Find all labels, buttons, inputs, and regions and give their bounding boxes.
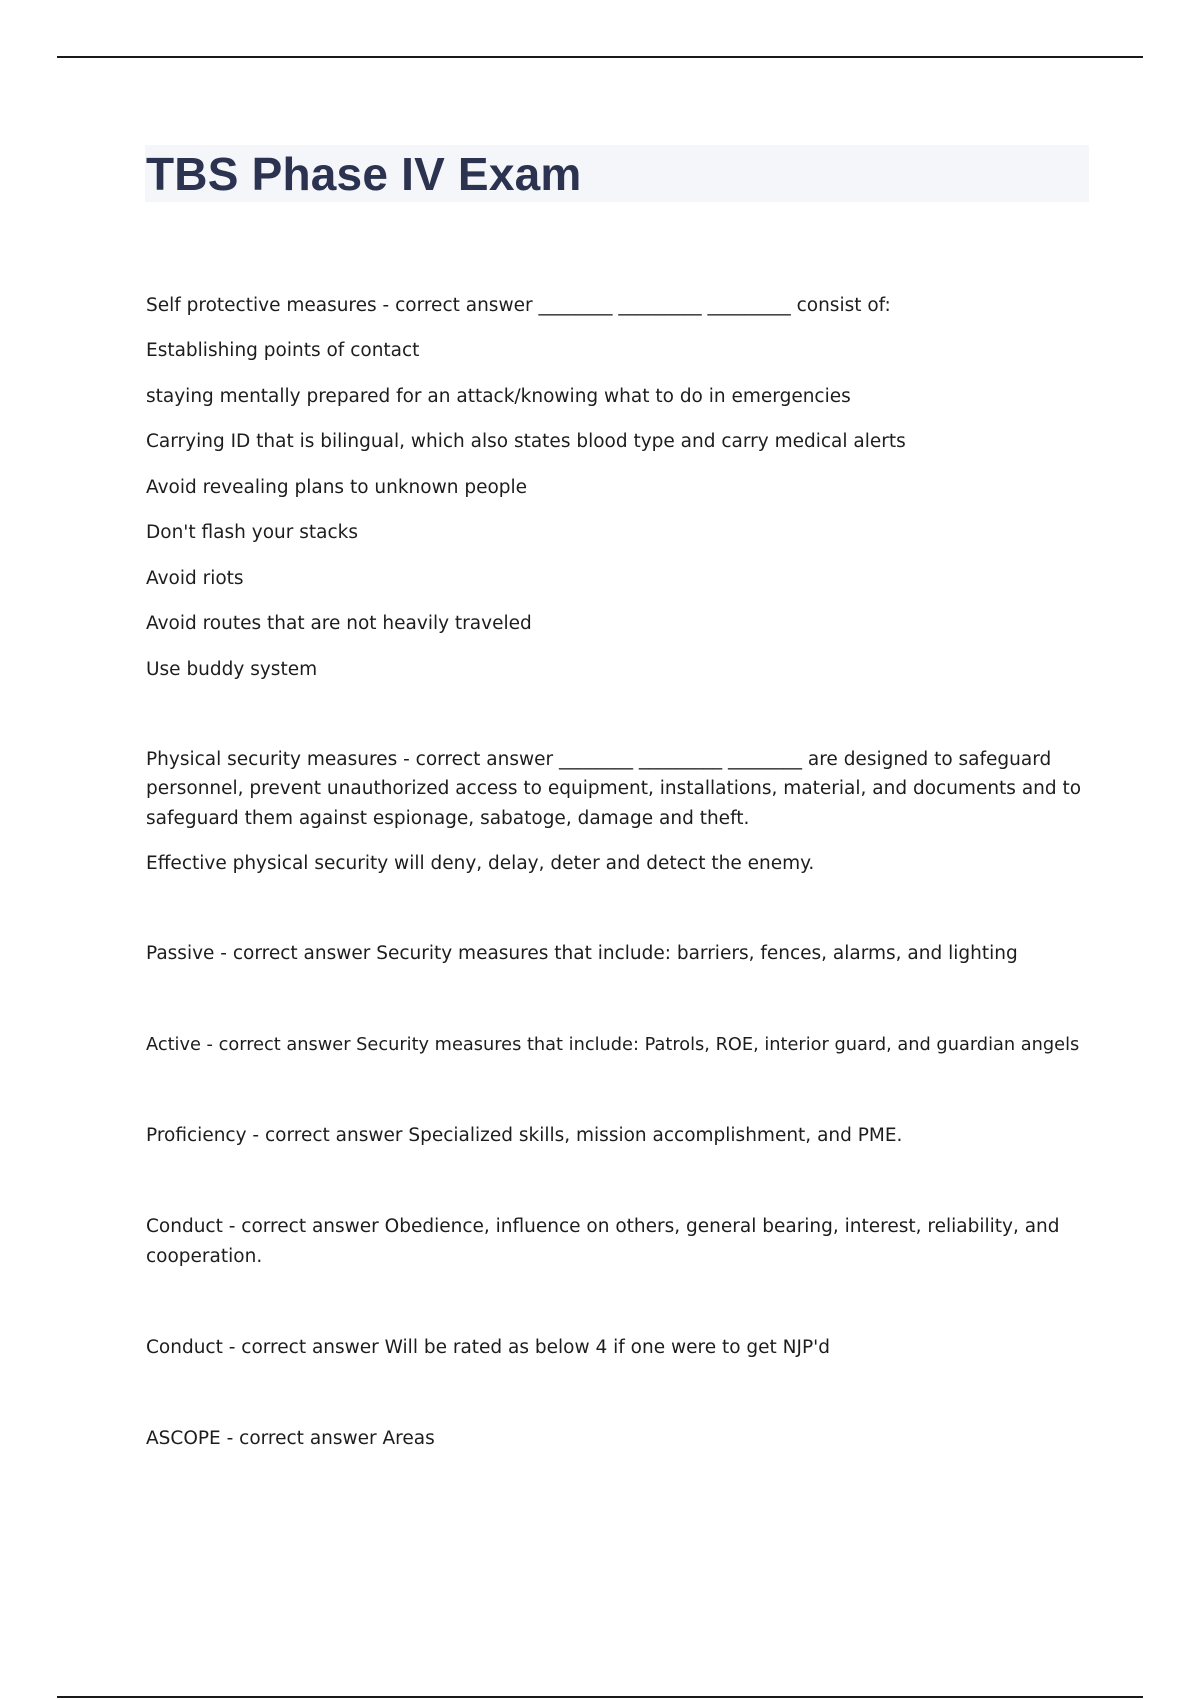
question-conduct: Conduct - correct answer Obedience, influence on others, general bearing, interest, reliability, and <box>146 1216 1060 1237</box>
page-title: TBS Phase IV Exam <box>146 148 582 200</box>
header-rule <box>57 56 1143 58</box>
question-passive: Passive - correct answer Security measures that include: barriers, fences, alarms, and lighting <box>146 943 1018 964</box>
answer-line: Use buddy system <box>146 659 318 680</box>
question-conduct-cont: cooperation. <box>146 1246 263 1267</box>
question-active: Active - correct answer Security measures that include: Patrols, ROE, interior guard, and guardian angels <box>146 1035 1080 1055</box>
footer-rule <box>57 1696 1143 1698</box>
answer-line: Establishing points of contact <box>146 340 420 361</box>
answer-line: Avoid revealing plans to unknown people <box>146 477 528 498</box>
answer-line: Don't flash your stacks <box>146 522 358 543</box>
question-ascope: ASCOPE - correct answer Areas <box>146 1428 435 1449</box>
question-physical-security: Physical security measures - correct answer ________ _________ ________ are designed to safeguard <box>146 749 1052 770</box>
answer-line: Avoid riots <box>146 568 244 589</box>
answer-line: Carrying ID that is bilingual, which also states blood type and carry medical alerts <box>146 431 906 452</box>
question-proficiency: Proficiency - correct answer Specialized skills, mission accomplishment, and PME. <box>146 1125 903 1146</box>
question-physical-security-cont: safeguard them against espionage, sabatoge, damage and theft. <box>146 808 750 829</box>
answer-line: Avoid routes that are not heavily traveled <box>146 613 532 634</box>
question-self-protective: Self protective measures - correct answer ________ _________ _________ consist of: <box>146 295 891 316</box>
question-physical-security-cont: personnel, prevent unauthorized access to equipment, installations, material, and documents and to <box>146 778 1082 799</box>
answer-line: staying mentally prepared for an attack/knowing what to do in emergencies <box>146 386 851 407</box>
question-conduct-njp: Conduct - correct answer Will be rated as below 4 if one were to get NJP'd <box>146 1337 830 1358</box>
answer-line: Effective physical security will deny, delay, deter and detect the enemy. <box>146 853 815 874</box>
